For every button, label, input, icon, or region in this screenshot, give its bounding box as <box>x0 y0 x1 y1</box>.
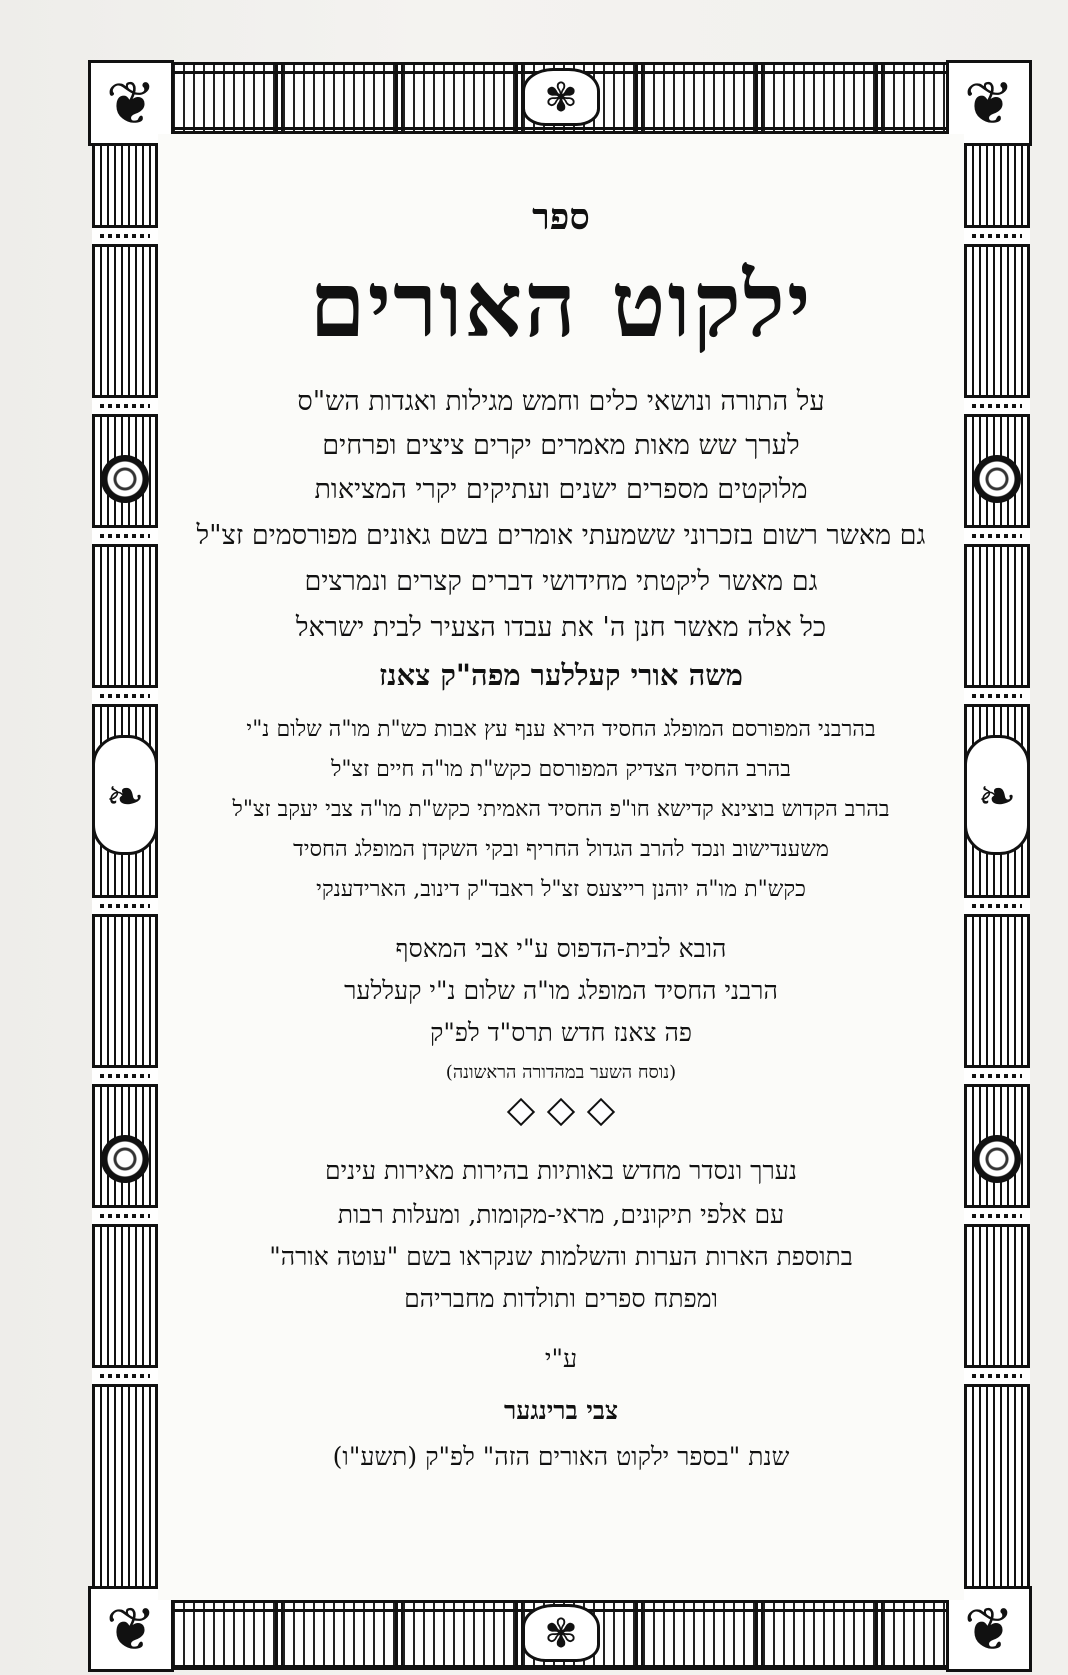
sefer-label: ספר <box>532 196 590 238</box>
grotesque-mask-icon <box>92 735 158 855</box>
diamond-icon <box>547 1098 575 1126</box>
subtitle-line: גם מאשר ליקטתי מחידושי דברים קצרים ונמרצים <box>304 566 818 597</box>
lineage-line: בהרב החסיד הצדיק המפורסם כקש"ת מו"ה חיים זצ"ל <box>331 757 791 782</box>
publication-line: הרבני החסיד המופלג מו"ה שלום נ"י קעללער <box>344 976 778 1005</box>
diamond-separator <box>158 1102 964 1126</box>
subtitle-line: גם מאשר רשום בזכרוני ששמעתי אומרים בשם גאונים מפורסמים זצ"ל <box>196 520 926 551</box>
publication-line: פה צאנז חדש תרס"ד לפ"ק <box>430 1018 692 1047</box>
edition-line: נערך ונסדר מחדש באותיות בהירות מאירות עינים <box>325 1156 797 1185</box>
medallion-icon <box>101 1135 149 1183</box>
year-line: שנת "בספר ילקוט האורים הזה" לפ"ק (תשע"ו) <box>332 1442 790 1471</box>
lineage-line: בהרב הקדוש בוצינא קדישא חו"פ החסיד האמיתי כקש"ת מו"ה צבי יעקב זצ"ל <box>232 797 890 822</box>
lineage-line: בהרבני המפורסם המופלג החסיד הירא ענף עץ אבות כש"ת מו"ה שלום נ"י <box>246 717 876 742</box>
book-title: ילקוט האורים <box>309 252 813 358</box>
text-panel <box>158 134 964 1600</box>
subtitle-line: מלוקטים מספרים ישנים ועתיקים יקרי המציאות <box>314 474 808 505</box>
grotesque-mask-icon <box>964 735 1030 855</box>
medallion-icon <box>973 1135 1021 1183</box>
edition-note: (נוסח השער במהדורה הראשונה) <box>445 1062 677 1083</box>
by-label: ע"י <box>544 1344 578 1373</box>
subtitle-line: לערך שש מאות מאמרים יקרים ציצים ופרחים <box>322 430 800 461</box>
medallion-icon <box>101 455 149 503</box>
frame-right-column <box>964 62 1030 1670</box>
publication-line: הובא לבית-הדפוס ע"י אבי המאסף <box>395 934 727 963</box>
grotesque-mask-icon <box>522 1604 600 1662</box>
editor-name: צבי ברינגער <box>503 1396 619 1425</box>
grotesque-mask-icon <box>522 68 600 126</box>
edition-line: עם אלפי תיקונים, מראי-מקומות, ומעלות רבות <box>337 1200 785 1229</box>
author-name: משה אורי קעללער מפה"ק צאנז <box>378 658 743 692</box>
lineage-line: כקש"ת מו"ה יוהנן רייצעס זצ"ל ראבד"ק דינוב, הארידענקי <box>316 877 806 902</box>
subtitle-line: כל אלה מאשר חנן ה' את עבדו הצעיר לבית ישראל <box>295 612 827 643</box>
edition-line: ומפתח ספרים ותולדות מחבריהם <box>404 1284 718 1313</box>
diamond-icon <box>587 1098 615 1126</box>
edition-line: בתוספת הארות הערות והשלמות שנקראו בשם "עוטה אורה" <box>269 1242 853 1271</box>
frame-left-column <box>92 62 158 1670</box>
diamond-icon <box>507 1098 535 1126</box>
subtitle-line: על התורה ונושאי כלים וחמש מגילות ואגדות הש"ס <box>297 386 825 417</box>
medallion-icon <box>973 455 1021 503</box>
lineage-line: משענדישוב ונכד להרב הגדול החריף ובקי השקדן המופלג החסיד <box>293 837 829 862</box>
